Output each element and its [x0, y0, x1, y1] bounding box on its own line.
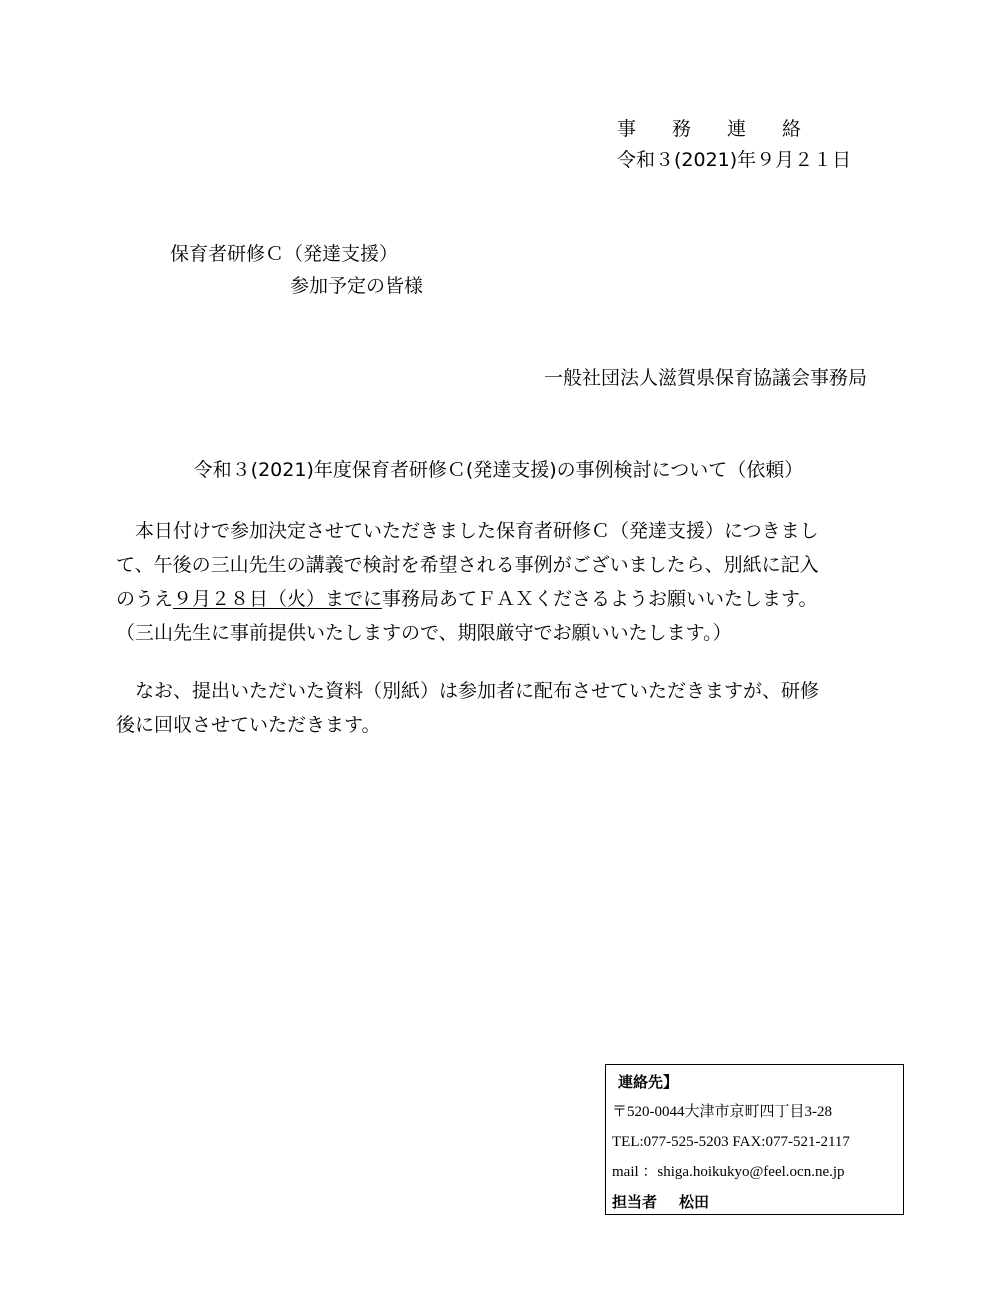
contact-person-name: 松田	[679, 1193, 710, 1211]
body-line: て、午後の三山先生の講義で検討を希望される事例がございましたら、別紙に記入	[116, 554, 819, 576]
contact-person	[612, 1193, 709, 1211]
body-text: のうえ	[116, 588, 174, 610]
addressee-training-name: 保育者研修Ｃ（発達支援）	[170, 243, 399, 265]
body-line: 後に回収させていただきます。	[116, 714, 381, 736]
contact-address: 〒520-0044大津市京町四丁目3-28	[612, 1104, 832, 1120]
document-subject: 令和３(2021)年度保育者研修Ｃ(発達支援)の事例検討について（依頼）	[193, 459, 804, 481]
contact-title: 連絡先】	[618, 1073, 679, 1091]
addressee-recipients: 参加予定の皆様	[290, 275, 424, 297]
sender-organization: 一般社団法人滋賀県保育協議会事務局	[543, 367, 867, 389]
document-date: 令和３(2021)年９月２１日	[617, 149, 852, 171]
body-line	[116, 582, 916, 616]
document-type: 事務連絡	[617, 118, 838, 140]
deadline-text: ９月２８日（火）までに	[173, 588, 383, 610]
body-line: なお、提出いただいた資料（別紙）は参加者に配布させていただきますが、研修	[116, 680, 820, 702]
contact-person-label: 担当者	[612, 1193, 658, 1211]
body-paragraph-request	[116, 514, 916, 650]
body-line: （三山先生に事前提供いたしますので、期限厳守でお願いいたします。）	[116, 622, 732, 644]
body-text: 事務局あてＦＡＸくださるようお願いいたします。	[382, 588, 818, 610]
contact-email: mail ：shiga.hoikukyo@feel.ocn.ne.jp	[612, 1164, 845, 1180]
contact-phone-fax: TEL:077-525-5203 FAX:077-521-2117	[612, 1134, 850, 1150]
body-paragraph-note	[116, 674, 916, 742]
body-line: 本日付けで参加決定させていただきました保育者研修Ｃ（発達支援）につきまし	[116, 520, 819, 542]
contact-info-box	[605, 1064, 904, 1215]
